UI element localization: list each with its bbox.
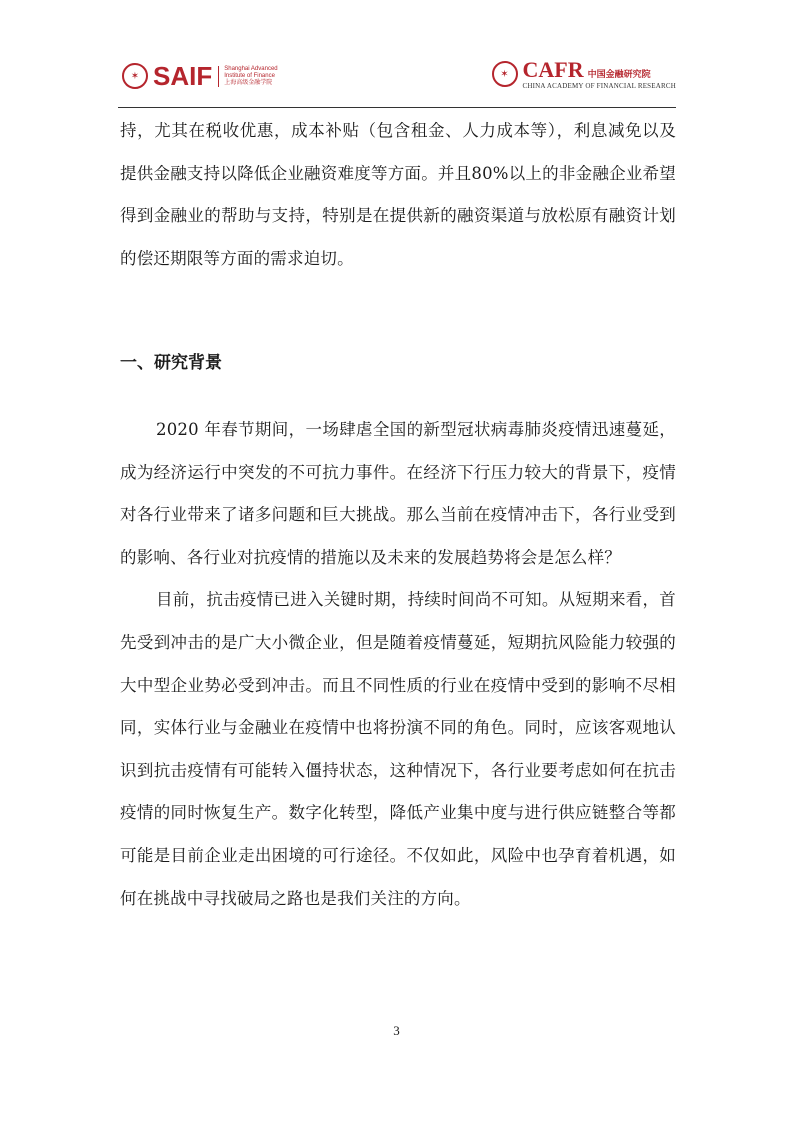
cafr-logo-top-row <box>522 56 677 82</box>
saif-sub-line-3: 上海高级金融学院 <box>224 79 273 86</box>
cafr-seal-icon: ✶ <box>492 61 518 87</box>
intro-paragraph: 持，尤其在税收优惠，成本补贴（包含租金、人力成本等），利息减免以及提供金融支持以降低企业融资难度等方面。并且80%以上的非金融企业希望得到金融业的帮助与支持，特别是在提供新的融资渠道与放松原有融资计划的偿还期限等方面的需求迫切。 <box>120 121 676 268</box>
cafr-logo-name: CAFR <box>522 56 584 82</box>
cafr-logo <box>492 58 677 90</box>
section-heading: 一、研究背景 <box>120 353 222 373</box>
cafr-logo-name-en: CHINA ACADEMY OF FINANCIAL RESEARCH <box>522 81 676 90</box>
intro-section <box>120 110 676 280</box>
saif-sub-line-1: Shanghai Advanced <box>224 65 278 72</box>
saif-logo-subtitle <box>218 66 277 87</box>
saif-sub-line-2: Institute of Finance <box>224 72 275 79</box>
saif-seal-icon: ✶ <box>122 63 148 89</box>
cafr-logo-name-cn: 中国金融研究院 <box>587 69 651 80</box>
page-number: 3 <box>393 1023 400 1038</box>
background-paragraph-1: 2020 年春节期间，一场肆虐全国的新型冠状病毒肺炎疫情迅速蔓延，成为经济运行中突发的不可抗力事件。在经济下行压力较大的背景下，疫情对各行业带来了诸多问题和巨大挑战。那么当前在疫情冲击下，各行业受到的影响、各行业对抗疫情的措施以及未来的发展趋势将会是怎么样？ <box>120 420 676 567</box>
background-paragraph-2: 目前，抗击疫情已进入关键时期，持续时间尚不可知。从短期来看，首先受到冲击的是广大小微企业，但是随着疫情蔓延，短期抗风险能力较强的大中型企业势必受到冲击。而且不同性质的行业在疫情中受到的影响不尽相同，实体行业与金融业在疫情中也将扮演不同的角色。同时，应该客观地认识到抗击疫情有可能转入僵持状态，这种情况下，各行业要考虑如何在抗击疫情的同时恢复生产。数字化转型，降低产业集中度与进行供应链整合等都可能是目前企业走出困境的可行途径。不仅如此，风险中也孕育着机遇，如何在挑战中寻找破局之路也是我们关注的方向。 <box>120 590 676 908</box>
saif-logo-name: SAIF <box>153 61 213 91</box>
saif-logo <box>122 60 278 92</box>
research-background-section <box>120 409 676 920</box>
header-divider <box>118 107 676 108</box>
cafr-logo-text <box>522 56 677 90</box>
page-header <box>118 52 676 108</box>
